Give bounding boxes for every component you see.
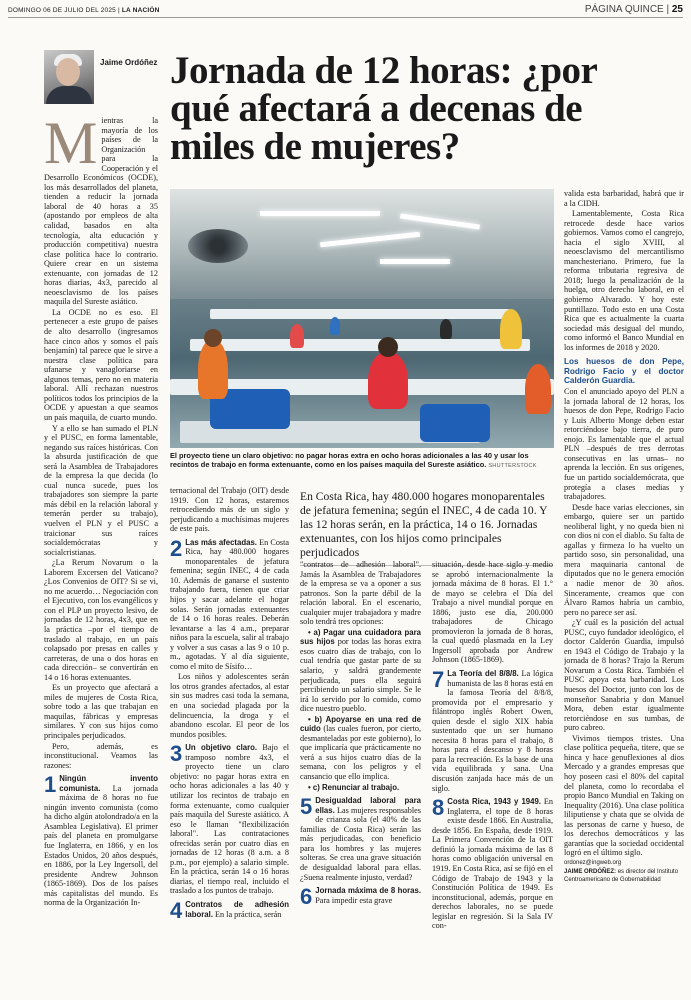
drop-cap: M [44, 116, 98, 176]
numbered-point-1: 1 Ningún invento comunista. La jornada máxima de 8 horas no fue ningún invento comunista (como ha dicho algún atolondrado/a en la Asamblea Legislativa). El primer país del planeta en promulgarse fue Inglaterra, en 1866, y en los Estados Unidos, 20 años después, en 1886, por la Ley Ingersoll, del presidente Andrew Johnson (1865-1869). Dos de los países más capitalistas del mundo. Es norma de la Organización In- [44, 772, 158, 908]
newspaper-name: LA NACIÓN [121, 7, 160, 14]
lead-paragraph: Mientras la mayoría de los países de la Organización para la Cooperación y el Desarrollo Económicos (OCDE), los más desarrollados del planeta, tienden a reducir la jornada laboral de 40 horas a 35 (apostando por empleos de alta calidad, basados en alta tecnología, alta educación y producción competitiva) nuestra clase política hace lo contrario. Quiere crear en un sistema extenuante, con jornadas de 12 horas diarias, 4x3, parecido al neoesclavismo de los países maquila del Sureste asiático. [44, 116, 158, 307]
paragraph: La OCDE no es eso. El pertenecer a este grupo de países de alto desarrollo (ingresamos hace cinco años y somos el país benjamín) tal parece que le sirve a nuestra clase política para ufanarse y vanagloriarse en algunos temas, pero no en materia laboral. Allí rechazan nuestros políticos todos los principios de la OCDE y apuestan a que seamos un país maquila, de cuarto mundo. [44, 307, 158, 422]
paragraph: Con el anunciado apoyo del PLN a la jornada laboral de 12 horas, los huesos de don Pepe, Rodrigo Facio y Luis Alberto Monge deben estar retorciéndose bajo tierra, de puro enojo. Es lamentable que el actual PLN –después de tres derrotas consecutivas en las urnas– no aprenda la lección. En sus orígenes, fue un partido socialdemócrata, que protegía a clases medias y trabajadores. [564, 387, 684, 502]
paragraph: "contratos de adhesión laboral". Jamás la Asamblea de Trabajadores de la empresa se va a oponer a sus patronos. Son la parte débil de la relación laboral. En el escenario, cualquier mujer trabajadora y madre solo tendrá tres opciones: [300, 560, 421, 627]
paragraph: valida esta barbaridad, habrá que ir a la CIDH. [564, 189, 684, 208]
paragraph: Es un proyecto que afectará a miles de mujeres de Costa Rica, sobre todo a las que trabajan en maquilas, fábricas y empresas similares. Y con sus hijos como principales perjudicados. [44, 683, 158, 740]
factory-photo [170, 189, 554, 448]
author-signature: JAIME ORDÓÑEZ: es director del Instituto Centroamericano de Gobernabilidad [564, 869, 679, 883]
paragraph: Desde hace varias elecciones, sin embargo, quiere ser un partido neoliberal light, y no queda bien ni con dios ni con el diablo. Su falta de agallas y firmeza lo ha vuelto un partido soso, sin personalidad, una mera maquinaria cantonal de diputados que no le genera emoción a nadie menor de 30 años. Sinceramente, creamos que con Álvaro Ramos habría un cambio, pero no parece ser así. [564, 502, 684, 617]
section-name: PÁGINA QUINCE [584, 4, 664, 15]
paragraph: ¿La Rerum Novarum o la Laborem Excersen del Vaticano? ¿Los Convenios de OIT? Si se vi, no me acuerdo… Negociación con el Ejecutivo, con los evangélicos y con el PLP un proyecto lesivo, de jornadas de 12 horas, 4x3, que en la práctica –por el tiempo de traslado al trabajo, en un país colapsado por presas en calles y carreteras, de una o dos horas en cada dirección– se convertirán en 14 o 16 horas extenuantes. [44, 558, 158, 682]
page-indicator: PÁGINA QUINCE | 25 [584, 4, 683, 15]
numbered-point-2: 2 Las más afectadas. En Costa Rica, hay 480.000 hogares monoparentales de jefatura femenina; según INEC, 4 de cada 10. Además de ganarse el sustento trabajando fuera, tienen que criar hijos y sacar adelante el hogar solas. Serán jornadas extenuantes de 14 o 16 horas reales. Deberán levantarse a las 4 a.m., preparar niños para la escuela, salir al trabajo y volver a sus casas a las 9 o 10 p. m., agotadas. Y al día siguiente, como el mito de Sísifo… [170, 535, 289, 671]
paragraph: situación, desde hace siglo y medio se aprobó internacionalmente la jornada máxima de 8 horas. El 1.° de mayo se celebra el Día del Trabajo a nivel mundial porque en 1886, justo ese día, 200.000 trabajadores de Chicago promovieron la jornada de 8 horas, la cual quedó plasmada en la Ley Ingersoll aprobada por Andrew Johnson (1865-1869). [432, 560, 553, 665]
option-a: • a) Pagar una cuidadora para sus hijos por todas las horas extra esos cuatro días de trabajo, con lo cual tendría que gastar parte de su salario, y saldrá grandemente perjudicada, pues ella seguirá percibiendo un salario simple. Se le irá lo servido por lo comido, como dice nuestro pueblo. [300, 627, 421, 714]
paragraph: ternacional del Trabajo (OIT) desde 1919. Con 12 horas, estaremos retrocediendo más de un siglo y perjudicando a muchísimas mujeres de este país. [170, 486, 289, 534]
author-name: Jaime Ordóñez [100, 58, 158, 67]
headline: Jornada de 12 horas: ¿por qué afectará a decenas de miles de mujeres? [170, 49, 597, 168]
option-b: • b) Apoyarse en una red de cuido (las cuales fueron, por cierto, desmanteladas por este gobierno), lo que implicaría que prácticamente no verá a sus hijos cuatro días de la semana, con los peligros y el cansancio que ello implica. [300, 714, 421, 782]
subheading: Los huesos de don Pepe, Rodrigo Facio y el doctor Calderón Guardia. [564, 357, 684, 386]
numbered-point-7: 7 La Teoría del 8/8/8. La lógica humanista de las 8 horas está en la famosa Teoría del 8/8/8, promovida por el empresario y filántropo inglés Robert Owen, quien desde el siglo XIX había sustentado que un ser humano necesita 8 horas para el trabajo, 8 horas para el descanso y 8 horas para la recreación. Es la base de una vida equilibrada y sana. Una discusión zanjada hace más de un siglo. [432, 667, 553, 793]
photo-caption: El proyecto tiene un claro objetivo: no pagar horas extra en ocho horas adicionales a las 40 y usar los recintos de trabajo en forma extenuante, como en los países maquila del Sureste asiático. SHUTTERSTOCK [170, 451, 537, 470]
paragraph: Vivimos tiempos tristes. Una clase política pequeña, titere, que se hinca y hace genuflexiones al dios Mercado y a grandes empresas que hoy poseen casi el 80% del capital del planeta, como lo recordaba el propio Banco Mundial en Taking on Inequality (2016). Una clase política liliputiense y chata que se olvida de las personas de carne y hueso, de los derechos democráticos y las garantías que la sociedad occidental logró en el último siglo. [564, 733, 684, 858]
column-4 [432, 560, 553, 994]
numbered-point-3: 3 Un objetivo claro. Bajo el tramposo nombre 4x3, el proyecto tiene un claro objetivo: no pagar horas extra en ocho horas adicionales a las 40 y utilizar los recintos de trabajo en forma extenuante, como cualquier país maquila del Sureste asiático. A eso le llaman "flexibilización laboral". Las contrataciones ofrecidas serán por cuatro días en jornadas de 12 horas (8 a.m. a 8 p.m., por ejemplo) a salario simple. En la práctica, serán 14 o 16 horas diarias, el tiempo real, incluido el traslado a los puntos de trabajo. [170, 741, 289, 896]
author-block [44, 50, 158, 104]
numbered-point-6: 6 Jornada máxima de 8 horas. Para impedir esta grave [300, 884, 421, 910]
paragraph: Pero, además, es inconstitucional. Veamos las razones: [44, 741, 158, 770]
point-title: Ningún invento comunista. [59, 774, 158, 793]
photo-credit: SHUTTERSTOCK [488, 463, 537, 470]
header-date [8, 7, 160, 14]
point-number: 1 [44, 772, 57, 798]
numbered-point-5: 5 Desigualdad laboral para ellas. Las mujeres responsables de crianza sola (el 40% de las familias de Costa Rica) serán las más perjudicadas, con beneficio para los hombres y las mujeres solteras. Se crea una grave situación de desigualdad laboral para ellas. ¿Suena realmente injusto, verdad? [300, 794, 421, 882]
option-c: • c) Renunciar al trabajo. [308, 782, 400, 792]
date-text: DOMINGO 06 DE JULIO DEL 2025 [8, 7, 116, 14]
column-1 [44, 116, 158, 994]
paragraph: Y a ello se han sumado el PLN y el PUSC, en forma lamentable, negando sus raíces históricas. Con la absurda justificación de que será la Asamblea de Trabajadores de la empresa la que decida (lo cual nunca sucede, pues los trabajadores son siempre la parte más débil en la relación laboral y temerán perder su trabajo), vuelven el PLN y el PUSC a traicionar sus raíces socialdemócratas y socialcristianas. [44, 423, 158, 557]
paragraph: Lamentablemente, Costa Rica retrocede desde hace varios gobiernos. Vamos como el cangrejo, hacia el siglo XVIII, al neoesclavismo del mercantilismo manchesteriano. Primero, fue la reforma tributaria regresiva de 2018; luego la penalización de la huelga, otro derecho laboral, en el gobierno Alvarado. Y hoy este puntillazo. Todo esto en una Costa Rica que es actualmente la cuarta sociedad más desigual del mundo, como informó el Banco Mundial en los informes de 2018 y 2020. [564, 209, 684, 352]
numbered-point-8: 8 Costa Rica, 1943 y 1949. En Inglaterra, el tope de 8 horas existe desde 1866. En Australia, desde 1856. En España, desde 1919. La Primera Convención de la OIT definió la jornada máxima de las 8 horas como obligación universal en 1919. En Costa Rica, así se fijó en el Código de Trabajo de 1943 y la Constitución Política de 1949. Es inconstitucional, además, porque en derechos laborales, no se puede legislar en regresión. Si la Sala IV con- [432, 795, 553, 931]
author-photo [44, 50, 94, 104]
header-separator: | [117, 7, 120, 14]
paragraph: Los niños y adolescentes serán los otros grandes afectados, al estar sin sus madres casi toda la semana, en una sociedad plagada por la delincuencia, la droga y el abandono escolar. El peor de los mundos posibles. [170, 672, 289, 739]
page-number: 25 [671, 4, 683, 15]
column-3 [300, 560, 421, 994]
column-2 [170, 486, 289, 994]
pull-quote: En Costa Rica, hay 480.000 hogares monoparentales de jefatura femenina; según el INEC, 4 de cada 10. Y las 12 horas serán, en la práctica, 14 o 16. Jornadas extenuantes, con los hijos como principales perjudicados [300, 490, 553, 566]
author-email[interactable]: ordonez@ingweb.org [564, 859, 622, 866]
page-header [8, 4, 683, 18]
numbered-point-4: 4 Contratos de adhesión laboral. En la práctica, serán [170, 897, 289, 923]
column-5 [564, 189, 684, 994]
paragraph: ¿Y cuál es la posición del actual PUSC, cuyo fundador ideológico, el doctor Calderón Guardia, impulsó en 1943 el Código de Trabajo y la jornada de 8 horas? Trajo la Rerum Novarum a Costa Rica. También el PUSC apoya esta barbaridad. Los huesos del Doctor, junto con los de monseñor Sanabria y don Manuel Mora, deben estar igualmente retorciéndose en sus tumbas, de puro cabreo. [564, 618, 684, 733]
